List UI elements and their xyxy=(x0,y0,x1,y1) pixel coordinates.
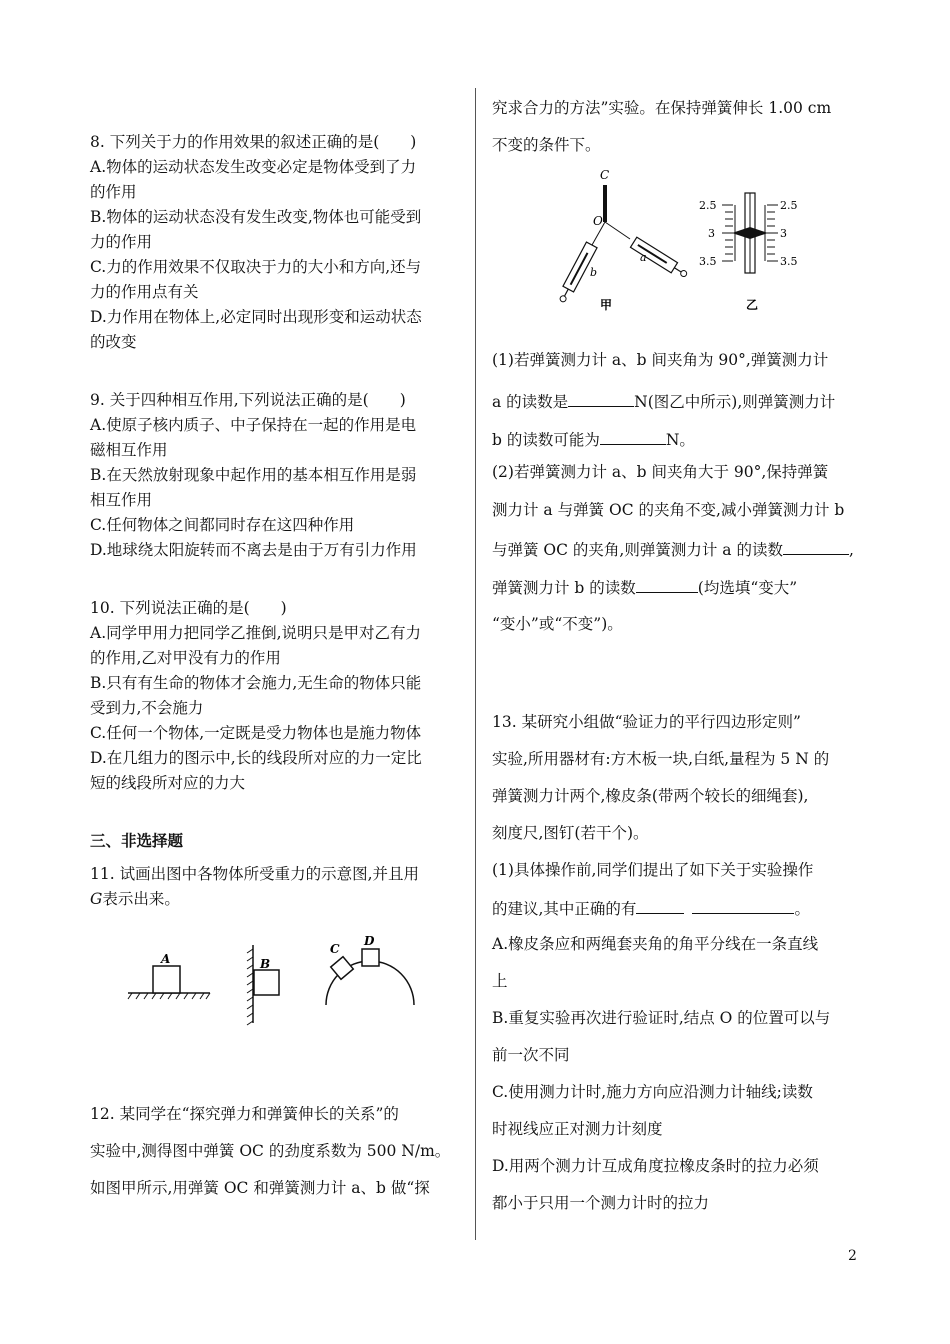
q13-line: 弹簧测力计两个,橡皮条(带两个较长的细绳套), xyxy=(492,787,809,805)
tick-label: 3.5 xyxy=(699,255,717,268)
q13-option: B.重复实验再次进行验证时,结点 O 的位置可以与 xyxy=(492,1009,831,1027)
q9-line: C.任何物体之间都同时存在这四种作用 xyxy=(90,516,355,534)
q10-line: C.任何一个物体,一定既是受力物体也是施力物体 xyxy=(90,724,422,742)
q12-line: 12. 某同学在“探究弹力和弹簧伸长的关系”的 xyxy=(90,1105,399,1123)
q8-line: 的改变 xyxy=(90,333,137,351)
label-point-c: C xyxy=(600,168,610,182)
q12-p1-text: a 的读数是 xyxy=(492,393,569,411)
answer-blank-b-change[interactable] xyxy=(636,576,698,593)
answer-blank-q13-1[interactable] xyxy=(636,897,684,914)
q8-line: 的作用 xyxy=(90,183,137,201)
q9-line: D.地球绕太阳旋转而不离去是由于万有引力作用 xyxy=(90,541,417,559)
q12-p1-text: N(图乙中所示),则弹簧测力计 xyxy=(634,393,836,411)
tick-label: 3 xyxy=(780,227,787,240)
tick-label: 3 xyxy=(708,227,715,240)
q13-line: 13. 某研究小组做“验证力的平行四边形定则” xyxy=(492,713,801,731)
q12-line: 如图甲所示,用弹簧 OC 和弹簧测力计 a、b 做“探 xyxy=(90,1179,430,1197)
q12-p2-text: 弹簧测力计 b 的读数 xyxy=(492,579,636,597)
answer-blank-b-reading[interactable] xyxy=(600,428,666,445)
q13-text: 的建议,其中正确的有 xyxy=(492,900,637,918)
q9-line: 相互作用 xyxy=(90,491,153,509)
q10-line: B.只有有生命的物体才会施力,无生命的物体只能 xyxy=(90,674,422,692)
q12-line: 究求合力的方法”实验。在保持弹簧伸长 1.00 cm xyxy=(492,99,832,117)
q10-line: A.同学甲用力把同学乙推倒,说明只是甲对乙有力 xyxy=(90,624,422,642)
q9-line: B.在天然放射现象中起作用的基本相互作用是弱 xyxy=(90,466,417,484)
q13-option: 上 xyxy=(492,972,508,990)
q13-line xyxy=(492,897,810,919)
tick-label: 2.5 xyxy=(699,199,717,212)
label-scale-a: a xyxy=(640,251,647,264)
q12-p2-line: (2)若弹簧测力计 a、b 间夹角大于 90°,保持弹簧 xyxy=(492,463,829,481)
q10-stem: 10. 下列说法正确的是( ) xyxy=(90,599,287,617)
q12-p1-text: N。 xyxy=(665,431,695,449)
q12-p2-line xyxy=(492,538,854,560)
q12-p1-line xyxy=(492,390,835,412)
q11-g-symbol: G xyxy=(90,890,103,908)
label-jia: 甲 xyxy=(600,298,613,312)
q12-p1-line: (1)若弹簧测力计 a、b 间夹角为 90°,弹簧测力计 xyxy=(492,351,829,369)
pointer-indicator xyxy=(732,227,768,239)
label-b: B xyxy=(260,957,271,971)
q13-option: A.橡皮条应和两绳套夹角的角平分线在一条直线 xyxy=(492,935,819,953)
q10-line: 的作用,乙对甲没有力的作用 xyxy=(90,649,281,667)
q11-line xyxy=(90,889,180,909)
tick-label: 3.5 xyxy=(780,255,798,268)
q11-line: 11. 试画出图中各物体所受重力的示意图,并且用 xyxy=(90,865,420,883)
q12-p2-line: “变小”或“不变”)。 xyxy=(492,615,623,633)
section-title: 三、非选择题 xyxy=(90,832,184,850)
q12-line: 实验中,测得图中弹簧 OC 的劲度系数为 500 N/m。 xyxy=(90,1142,451,1160)
q12-p2-line xyxy=(492,576,797,598)
figure-jia xyxy=(556,168,689,312)
q13-option: 前一次不同 xyxy=(492,1046,570,1064)
q12-p1-text: b 的读数可能为 xyxy=(492,431,600,449)
column-divider xyxy=(475,88,476,1240)
figure-yi xyxy=(699,193,798,312)
q11-figure-wall-block xyxy=(247,945,279,1025)
q8-line: 力的作用点有关 xyxy=(90,283,199,301)
q11-figure xyxy=(120,935,440,1030)
q8-line: B.物体的运动状态没有发生改变,物体也可能受到 xyxy=(90,208,422,226)
q13-line: 刻度尺,图钉(若干个)。 xyxy=(492,824,649,842)
q13-option: D.用两个测力计互成角度拉橡皮条时的拉力必须 xyxy=(492,1157,819,1175)
q13-option: 都小于只用一个测力计时的拉力 xyxy=(492,1194,710,1212)
q8-stem: 8. 下列关于力的作用效果的叙述正确的是( ) xyxy=(90,133,417,151)
q9-line: A.使原子核内质子、中子保持在一起的作用是电 xyxy=(90,416,417,434)
answer-blank-a-change[interactable] xyxy=(783,538,849,555)
q11-figure-hemisphere-blocks xyxy=(326,935,414,1005)
q10-line: 受到力,不会施力 xyxy=(90,699,204,717)
label-a: A xyxy=(161,952,171,966)
q11-line-rest: 表示出来。 xyxy=(102,890,180,908)
q13-option: 时视线应正对测力计刻度 xyxy=(492,1120,663,1138)
q9-stem: 9. 关于四种相互作用,下列说法正确的是( ) xyxy=(90,391,406,409)
q13-line: 实验,所用器材有:方木板一块,白纸,量程为 5 N 的 xyxy=(492,750,830,768)
tick-label: 2.5 xyxy=(780,199,798,212)
q10-line: D.在几组力的图示中,长的线段所对应的力一定比 xyxy=(90,749,422,767)
label-scale-b: b xyxy=(590,266,598,279)
q13-text: 。 xyxy=(794,900,810,918)
q8-line: D.力作用在物体上,必定同时出现形变和运动状态 xyxy=(90,308,422,326)
q9-line: 磁相互作用 xyxy=(90,441,168,459)
q12-p2-line: 测力计 a 与弹簧 OC 的夹角不变,减小弹簧测力计 b xyxy=(492,501,845,519)
q13-option: C.使用测力计时,施力方向应沿测力计轴线;读数 xyxy=(492,1083,813,1101)
label-yi: 乙 xyxy=(746,298,759,312)
q11-figure-ground-block xyxy=(128,952,210,999)
label-c: C xyxy=(330,942,340,956)
q8-line: A.物体的运动状态发生改变必定是物体受到了力 xyxy=(90,158,417,176)
q8-line: 力的作用 xyxy=(90,233,153,251)
page-number: 2 xyxy=(848,1248,857,1264)
q12-p1-line xyxy=(492,428,695,450)
q10-line: 短的线段所对应的力大 xyxy=(90,774,246,792)
label-d: D xyxy=(364,935,375,948)
q8-line: C.力的作用效果不仅取决于力的大小和方向,还与 xyxy=(90,258,422,276)
q12-line: 不变的条件下。 xyxy=(492,136,601,154)
q12-p2-text: , xyxy=(848,541,854,559)
q12-p2-text: (均选填“变大” xyxy=(697,579,798,597)
answer-blank-a-reading[interactable] xyxy=(568,390,634,407)
answer-blank-q13-2[interactable] xyxy=(692,897,794,914)
label-point-o: O xyxy=(593,214,603,228)
q12-p2-text: 与弹簧 OC 的夹角,则弹簧测力计 a 的读数 xyxy=(492,541,783,559)
q13-line: (1)具体操作前,同学们提出了如下关于实验操作 xyxy=(492,861,814,879)
q12-figure xyxy=(532,165,862,315)
